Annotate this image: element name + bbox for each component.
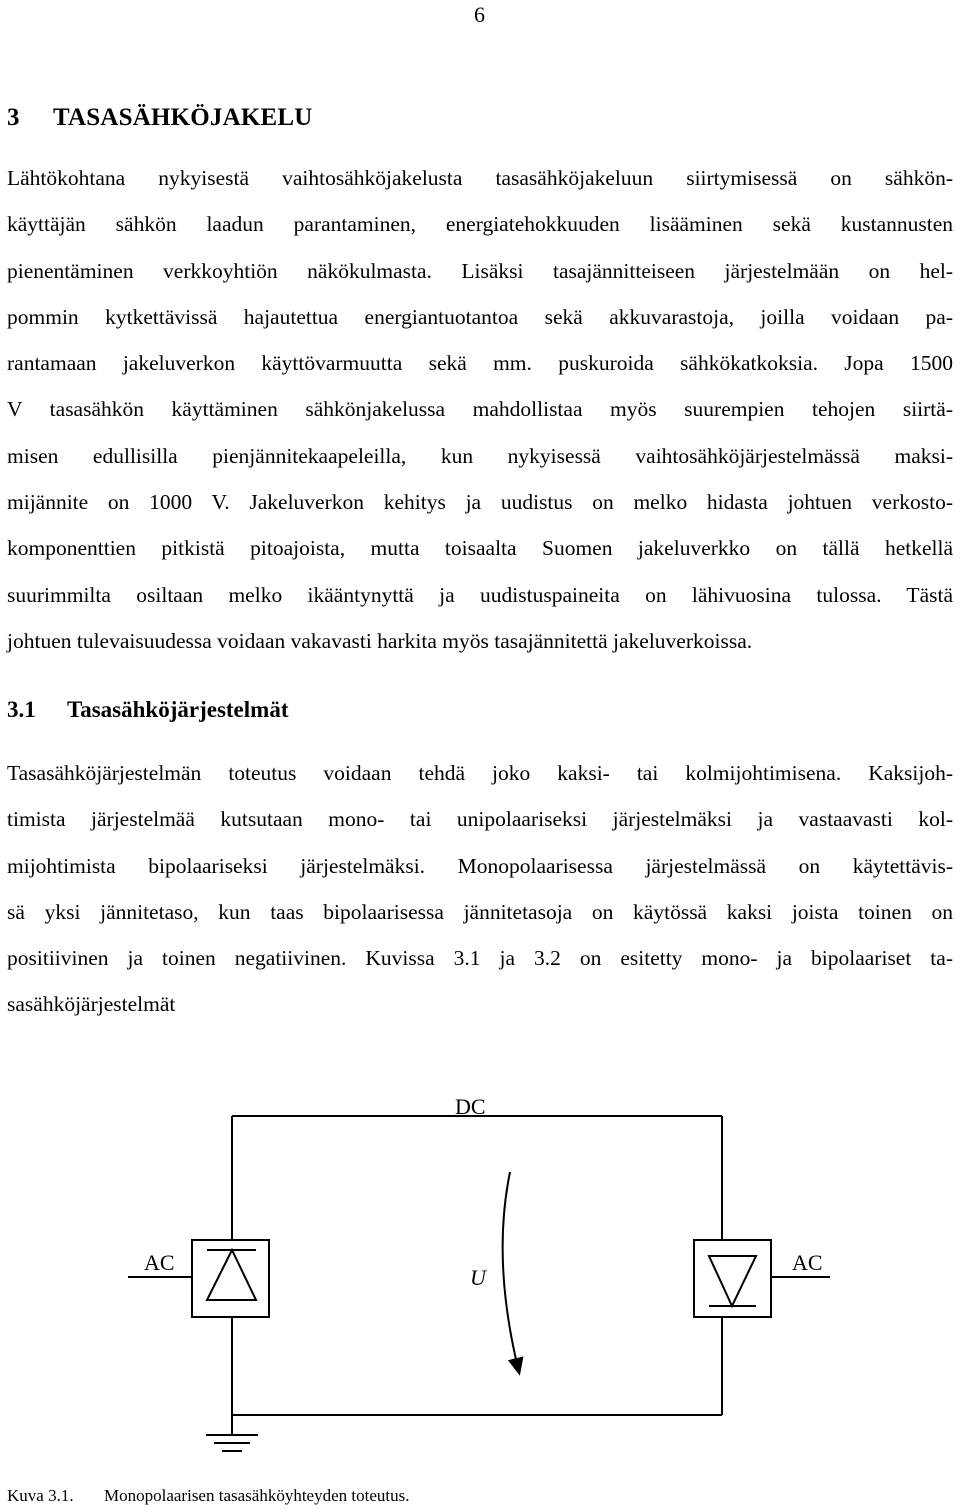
right-inverter-triangle <box>709 1256 756 1306</box>
section-heading <box>7 104 313 132</box>
paragraph-line: johtuen tulevaisuudessa voidaan vakavasti harkita myös tasajännitettä jakeluverkoissa. <box>7 628 753 653</box>
voltage-label: U <box>470 1265 486 1290</box>
section-title: TASASÄHKÖJAKELU <box>53 104 313 131</box>
paragraph-systems <box>7 750 953 1028</box>
section-number: 3 <box>7 104 20 131</box>
paragraph-line: suurimmilta osiltaan melko ikääntynyttä ja uudistuspaineita on lähivuosina tulossa. Tästä <box>7 582 953 607</box>
paragraph-line: käyttäjän sähkön laadun parantaminen, energiatehokkuuden lisääminen sekä kustannusten <box>7 212 953 237</box>
paragraph-line: Lähtökohtana nykyisestä vaihtosähköjakelusta tasasähköjakeluun siirtymisessä on sähkön- <box>7 166 953 190</box>
paragraph-line: misen edullisilla pienjännitekaapeleilla, kun nykyisessä vaihtosähköjärjestelmässä maksi- <box>7 443 953 468</box>
ac-left-label: AC <box>144 1250 175 1275</box>
voltage-arrow <box>503 1172 518 1368</box>
caption-text: Monopolaarisen tasasähköyhteyden toteutus. <box>104 1486 410 1505</box>
subsection-number: 3.1 <box>7 697 36 722</box>
paragraph-intro <box>7 155 953 664</box>
paragraph-line: Tasasähköjärjestelmän toteutus voidaan tehdä joko kaksi- tai kolmijohtimisena. Kaksijoh- <box>7 761 953 785</box>
paragraph-line: positiivinen ja toinen negatiivinen. Kuvissa 3.1 ja 3.2 on esitetty mono- ja bipolaariset ta- <box>7 946 953 971</box>
subsection-heading <box>7 697 288 723</box>
paragraph-line: sä yksi jännitetaso, kun taas bipolaarisessa jännitetasoja on käytössä kaksi joista toinen on <box>7 899 953 924</box>
paragraph-line: timista järjestelmää kutsutaan mono- tai unipolaariseksi järjestelmäksi ja vastaavasti kol- <box>7 807 953 832</box>
paragraph-line: mijännite on 1000 V. Jakeluverkon kehitys ja uudistus on melko hidasta johtuen verkosto- <box>7 490 953 515</box>
paragraph-line: pommin kytkettävissä hajautettua energiantuotantoa sekä akkuvarastoja, joilla voidaan pa- <box>7 304 953 329</box>
paragraph-line: pienentäminen verkkoyhtiön näkökulmasta. Lisäksi tasajännitteiseen järjestelmään on hel- <box>7 258 953 283</box>
paragraph-line: rantamaan jakeluverkon käyttövarmuutta sekä mm. puskuroida sähkökatkoksia. Jopa 1500 <box>7 351 953 376</box>
figure-monopolar-dc-link <box>0 1060 960 1460</box>
paragraph-line: sasähköjärjestelmät <box>7 992 176 1017</box>
figure-caption <box>7 1486 409 1506</box>
page-number: 6 <box>474 2 485 27</box>
caption-number: Kuva 3.1. <box>7 1486 74 1505</box>
paragraph-line: V tasasähkön käyttäminen sähkönjakelussa mahdollistaa myös suurempien tehojen siirtä- <box>7 397 953 422</box>
left-rectifier-triangle <box>207 1250 256 1300</box>
subsection-title: Tasasähköjärjestelmät <box>67 697 289 722</box>
paragraph-line: mijohtimista bipolaariseksi järjestelmäksi. Monopolaarisessa järjestelmässä on käytettävis- <box>7 853 953 878</box>
paragraph-line: komponenttien pitkistä pitoajoista, mutta toisaalta Suomen jakeluverkko on tällä hetkellä <box>7 536 953 561</box>
dc-label: DC <box>455 1094 486 1119</box>
ac-right-label: AC <box>792 1250 823 1275</box>
